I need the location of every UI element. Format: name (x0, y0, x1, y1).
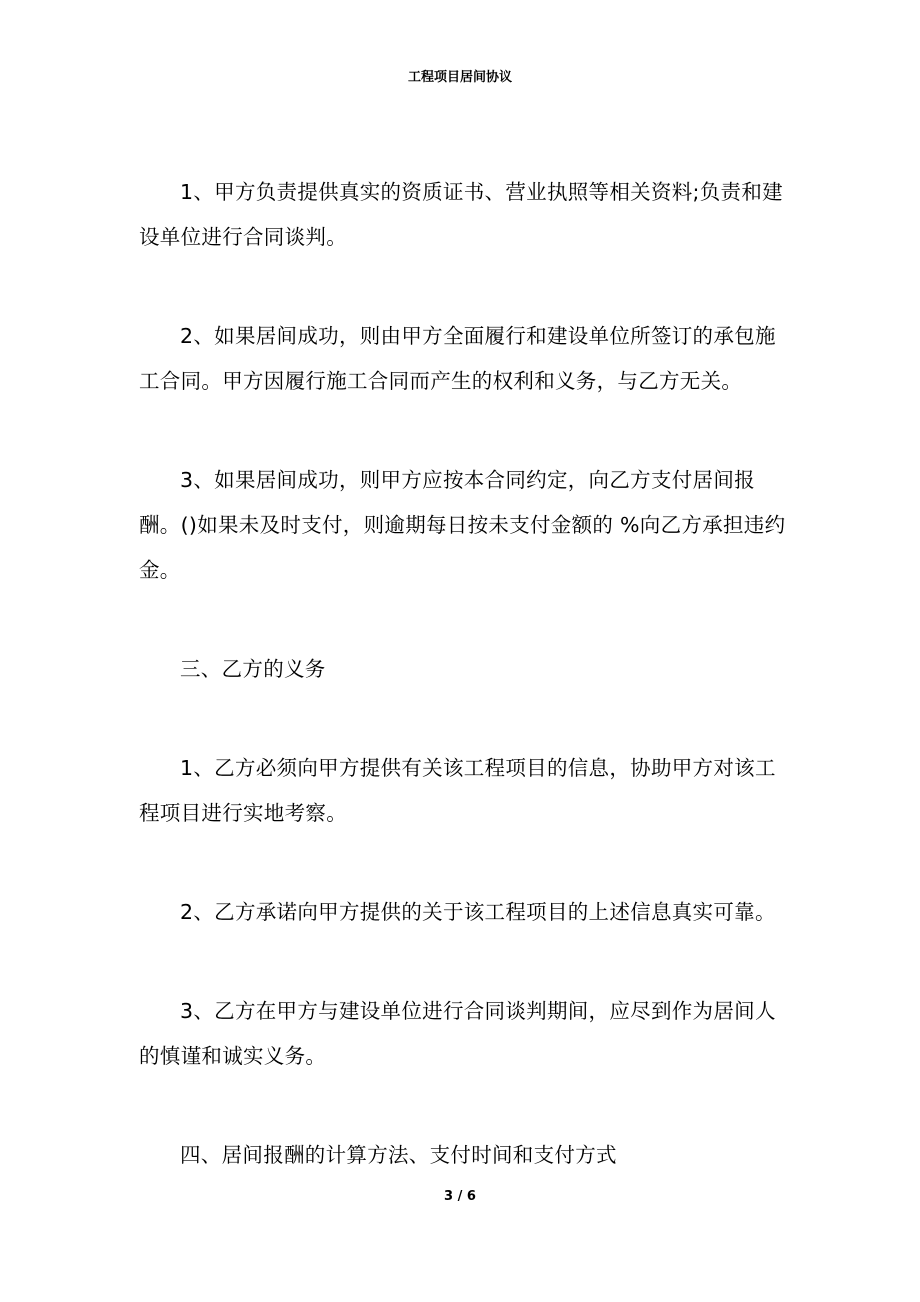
paragraph-party-a-duty-1: 1、甲方负责提供真实的资质证书、营业执照等相关资料;负责和建设单位进行合同谈判。 (139, 180, 783, 249)
paragraph-party-a-duty-2: 2、如果居间成功，则由甲方全面履行和建设单位所签订的承包施工合同。甲方因履行施工合同而产生的权利和义务，与乙方无关。 (139, 324, 776, 393)
paragraph-party-b-duty-2: 2、乙方承诺向甲方提供的关于该工程项目的上述信息真实可靠。 (180, 900, 776, 924)
paragraph-party-b-duty-1: 1、乙方必须向甲方提供有关该工程项目的信息，协助甲方对该工程项目进行实地考察。 (139, 756, 776, 825)
paragraph-party-b-duty-3: 3、乙方在甲方与建设单位进行合同谈判期间，应尽到作为居间人的慎谨和诚实义务。 (139, 999, 776, 1068)
page-number: 3 / 6 (444, 1189, 476, 1204)
document-header-title: 工程项目居间协议 (407, 70, 512, 85)
paragraph-party-a-duty-3: 3、如果居间成功，则甲方应按本合同约定，向乙方支付居间报酬。()如果未及时支付，则逾期每日按未支付金额的 %向乙方承担违约金。 (139, 468, 786, 582)
section-heading-commission: 四、居间报酬的计算方法、支付时间和支付方式 (180, 1143, 617, 1167)
document-body (139, 170, 789, 1232)
section-heading-party-b-duties: 三、乙方的义务 (180, 657, 326, 681)
